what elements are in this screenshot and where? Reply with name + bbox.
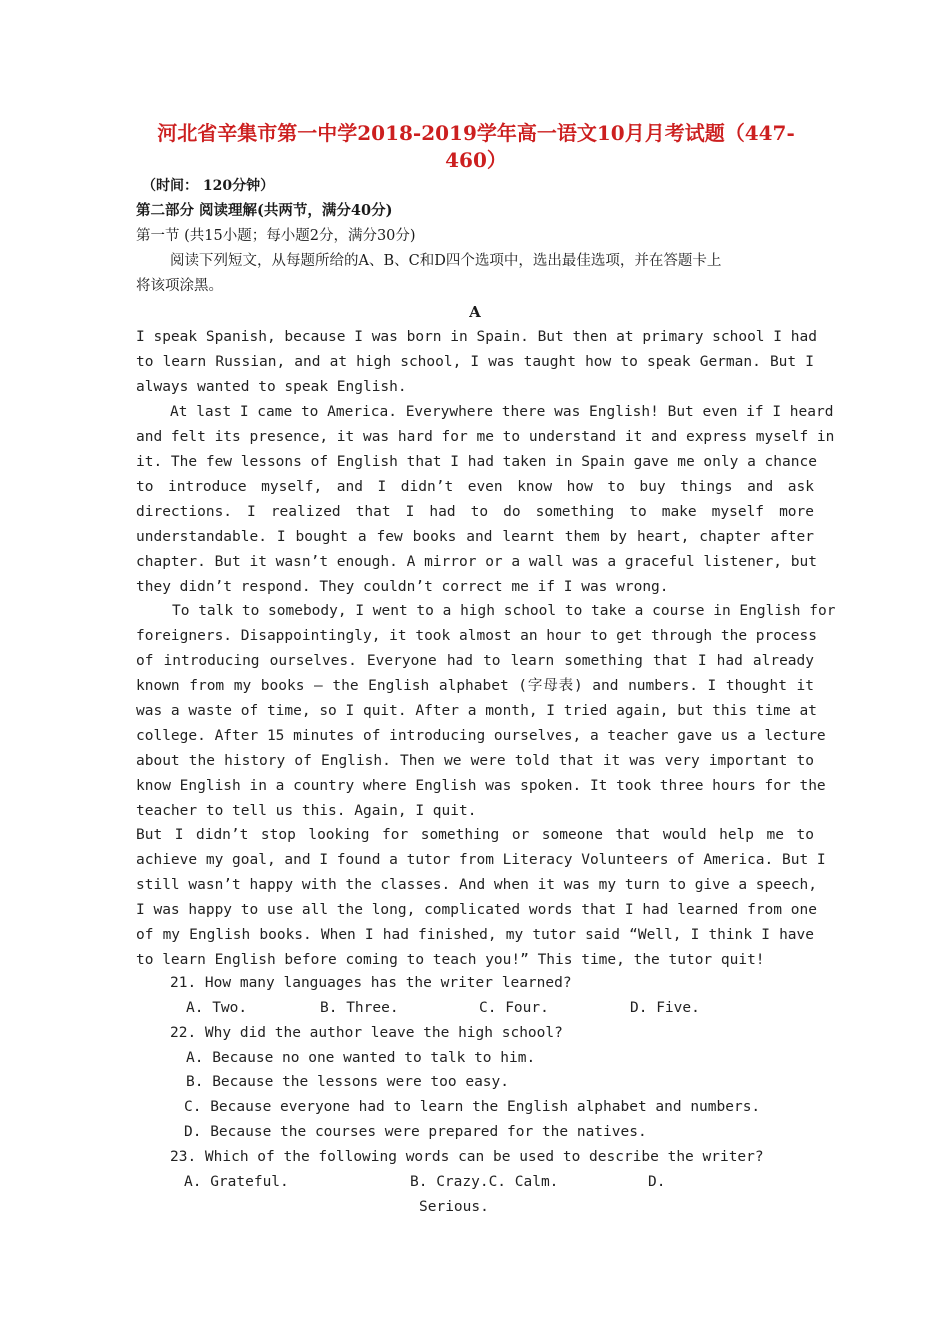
passage-line: understandable. I bought a few books and learnt them by heart, chapter after xyxy=(136,529,814,545)
option-a: A. Because no one wanted to talk to him. xyxy=(186,1050,536,1066)
passage-label: A xyxy=(469,303,481,321)
option-d: D. Five. xyxy=(630,1000,700,1016)
title-line-2: 460） xyxy=(445,148,507,172)
passage-line: about the history of English. Then we were told that it was very important to xyxy=(136,753,814,769)
question-stem: 21. How many languages has the writer learned? xyxy=(170,975,572,991)
passage-line: they didn’t respond. They couldn’t correct me if I was wrong. xyxy=(136,579,669,595)
option-b-c: B. Crazy.C. Calm. xyxy=(410,1174,559,1190)
question-stem: 23. Which of the following words can be used to describe the writer? xyxy=(170,1149,764,1165)
passage-line: to learn Russian, and at high school, I was taught how to speak German. But I xyxy=(136,354,814,370)
passage-line: teacher to tell us this. Again, I quit. xyxy=(136,803,477,819)
passage-line: always wanted to speak English. xyxy=(136,379,407,395)
option-c: C. Because everyone had to learn the English alphabet and numbers. xyxy=(184,1099,761,1115)
passage-line: At last I came to America. Everywhere there was English! But even if I heard xyxy=(170,404,834,420)
option-d-label: D. xyxy=(648,1174,666,1190)
option-a: A. Grateful. xyxy=(184,1174,289,1190)
option-d: D. Because the courses were prepared for the natives. xyxy=(184,1124,647,1140)
passage-line: and felt its presence, it was hard for me to understand it and express myself in xyxy=(136,429,835,445)
passage-line: To talk to somebody, I went to a high school to take a course in English for xyxy=(172,603,836,619)
passage-line: directions. I realized that I had to do something to make myself more xyxy=(136,504,814,520)
option-c: C. Four. xyxy=(479,1000,549,1016)
passage-line: it. The few lessons of English that I had taken in Spain gave me only a chance xyxy=(136,454,817,470)
passage-line: I speak Spanish, because I was born in Spain. But then at primary school I had xyxy=(136,329,817,345)
passage-line: of my English books. When I had finished, my tutor said “Well, I think I have xyxy=(136,927,814,943)
passage-line: chapter. But it wasn’t enough. A mirror or a wall was a graceful listener, but xyxy=(136,554,817,570)
passage-line: college. After 15 minutes of introducing ourselves, a teacher gave us a lecture xyxy=(136,728,826,744)
passage-line: still wasn’t happy with the classes. And when it was my turn to give a speech, xyxy=(136,877,817,893)
passage-line: to introduce myself, and I didn’t even know how to buy things and ask xyxy=(136,479,814,495)
instructions-line-2: 将该项涂黑。 xyxy=(136,278,223,294)
option-b: B. Because the lessons were too easy. xyxy=(186,1074,510,1090)
option-b: B. Three. xyxy=(320,1000,399,1016)
passage-line: achieve my goal, and I found a tutor from Literacy Volunteers of America. But I xyxy=(136,852,826,868)
section-heading: 第一节 (共15小题；每小题2分，满分30分) xyxy=(136,228,416,244)
time-note: （时间： 120分钟） xyxy=(142,178,275,194)
passage-line: to learn English before coming to teach you!” This time, the tutor quit! xyxy=(136,952,765,968)
passage-line: But I didn’t stop looking for something or someone that would help me to xyxy=(136,827,814,843)
question-stem: 22. Why did the author leave the high school? xyxy=(170,1025,563,1041)
instructions-line-1: 阅读下列短文，从每题所给的A、B、C和D四个选项中，选出最佳选项，并在答题卡上 xyxy=(170,253,722,269)
part-heading: 第二部分 阅读理解(共两节，满分40分) xyxy=(136,202,393,219)
exam-title xyxy=(136,120,816,174)
title-line-1: 河北省辛集市第一中学2018-2019学年高一语文10月月考试题（447- xyxy=(157,121,795,145)
passage-line: know English in a country where English was spoken. It took three hours for the xyxy=(136,778,826,794)
passage-line: known from my books – the English alphabet (字母表) and numbers. I thought it xyxy=(136,678,814,694)
option-d-text: Serious. xyxy=(419,1199,489,1215)
passage-line: I was happy to use all the long, complicated words that I had learned from one xyxy=(136,902,817,918)
passage-line: was a waste of time, so I quit. After a month, I tried again, but this time at xyxy=(136,703,817,719)
passage-line: of introducing ourselves. Everyone had to learn something that I had already xyxy=(136,653,814,669)
option-a: A. Two. xyxy=(186,1000,248,1016)
passage-line: foreigners. Disappointingly, it took almost an hour to get through the process xyxy=(136,628,817,644)
